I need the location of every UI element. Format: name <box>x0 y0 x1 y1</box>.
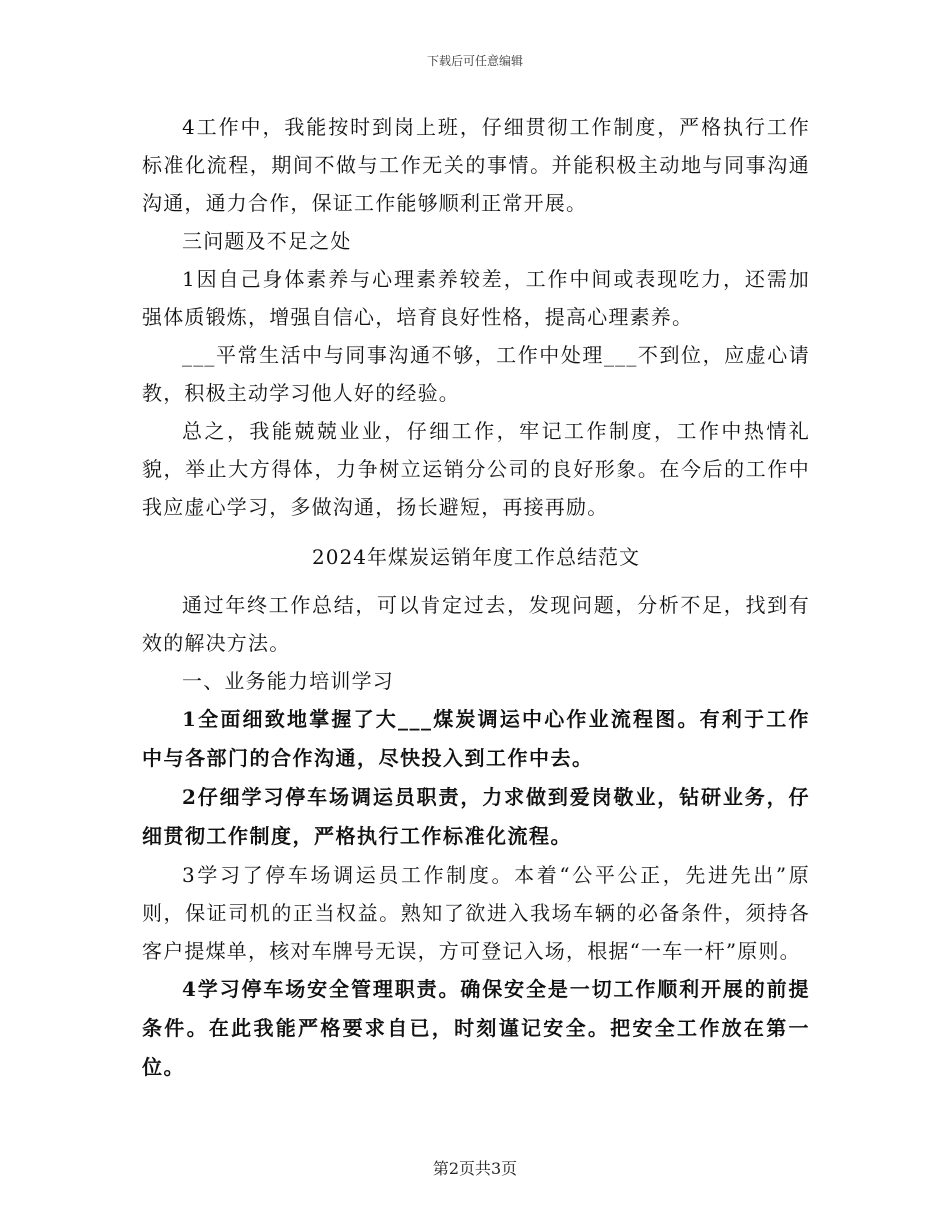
heading-problems: 三问题及不足之处 <box>182 229 352 253</box>
paragraph-training-3: 3学习了停车场调运员工作制度。本着“公平公正，先进先出”原则，保证司机的正当权益。熟知了欲进入我场车辆的必备条件，须持各客户提煤单，核对车牌号无误，方可登记入场，根据“一车一杆”原则。 <box>142 863 810 963</box>
paragraph-conclusion: 总之，我能兢兢业业，仔细工作，牢记工作制度，工作中热情礼貌，举止大方得体，力争树立运销分公司的良好形象。在今后的工作中我应虚心学习，多做沟通，扬长避短，再接再励。 <box>142 419 810 519</box>
paragraph-work-attitude: 4工作中，我能按时到岗上班，仔细贯彻工作制度，严格执行工作标准化流程，期间不做与工作无关的事情。并能积极主动地与同事沟通沟通，通力合作，保证工作能够顺利正常开展。 <box>142 115 810 215</box>
section-title: 2024年煤炭运销年度工作总结范文 <box>312 545 640 569</box>
paragraph-problem-1: 1因自己身体素养与心理素养较差，工作中间或表现吃力，还需加强体质锻炼，增强自信心，培育良好性格，提高心理素养。 <box>142 267 810 329</box>
paragraph-problem-2: ___平常生活中与同事沟通不够，工作中处理___不到位，应虚心请教，积极主动学习他人好的经验。 <box>142 343 810 405</box>
page-footer: 第2页共3页 <box>432 1159 518 1178</box>
document-body <box>142 108 810 1087</box>
heading-training: 一、业务能力培训学习 <box>182 669 394 693</box>
paragraph-training-4: 4学习停车场安全管理职责。确保安全是一切工作顺利开展的前提条件。在此我能严格要求自已，时刻谨记安全。把安全工作放在第一位。 <box>142 977 810 1079</box>
page-header: 下载后可任意编辑 <box>426 54 523 68</box>
paragraph-training-1: 1全面细致地掌握了大___煤炭调运中心作业流程图。有利于工作中与各部门的合作沟通，尽快投入到工作中去。 <box>142 707 810 770</box>
paragraph-intro: 通过年终工作总结，可以肯定过去，发现问题，分析不足，找到有效的解决方法。 <box>142 593 810 655</box>
paragraph-training-2: 2仔细学习停车场调运员职责，力求做到爱岗敬业，钻研业务，仔细贯彻工作制度，严格执行工作标准化流程。 <box>142 785 810 848</box>
